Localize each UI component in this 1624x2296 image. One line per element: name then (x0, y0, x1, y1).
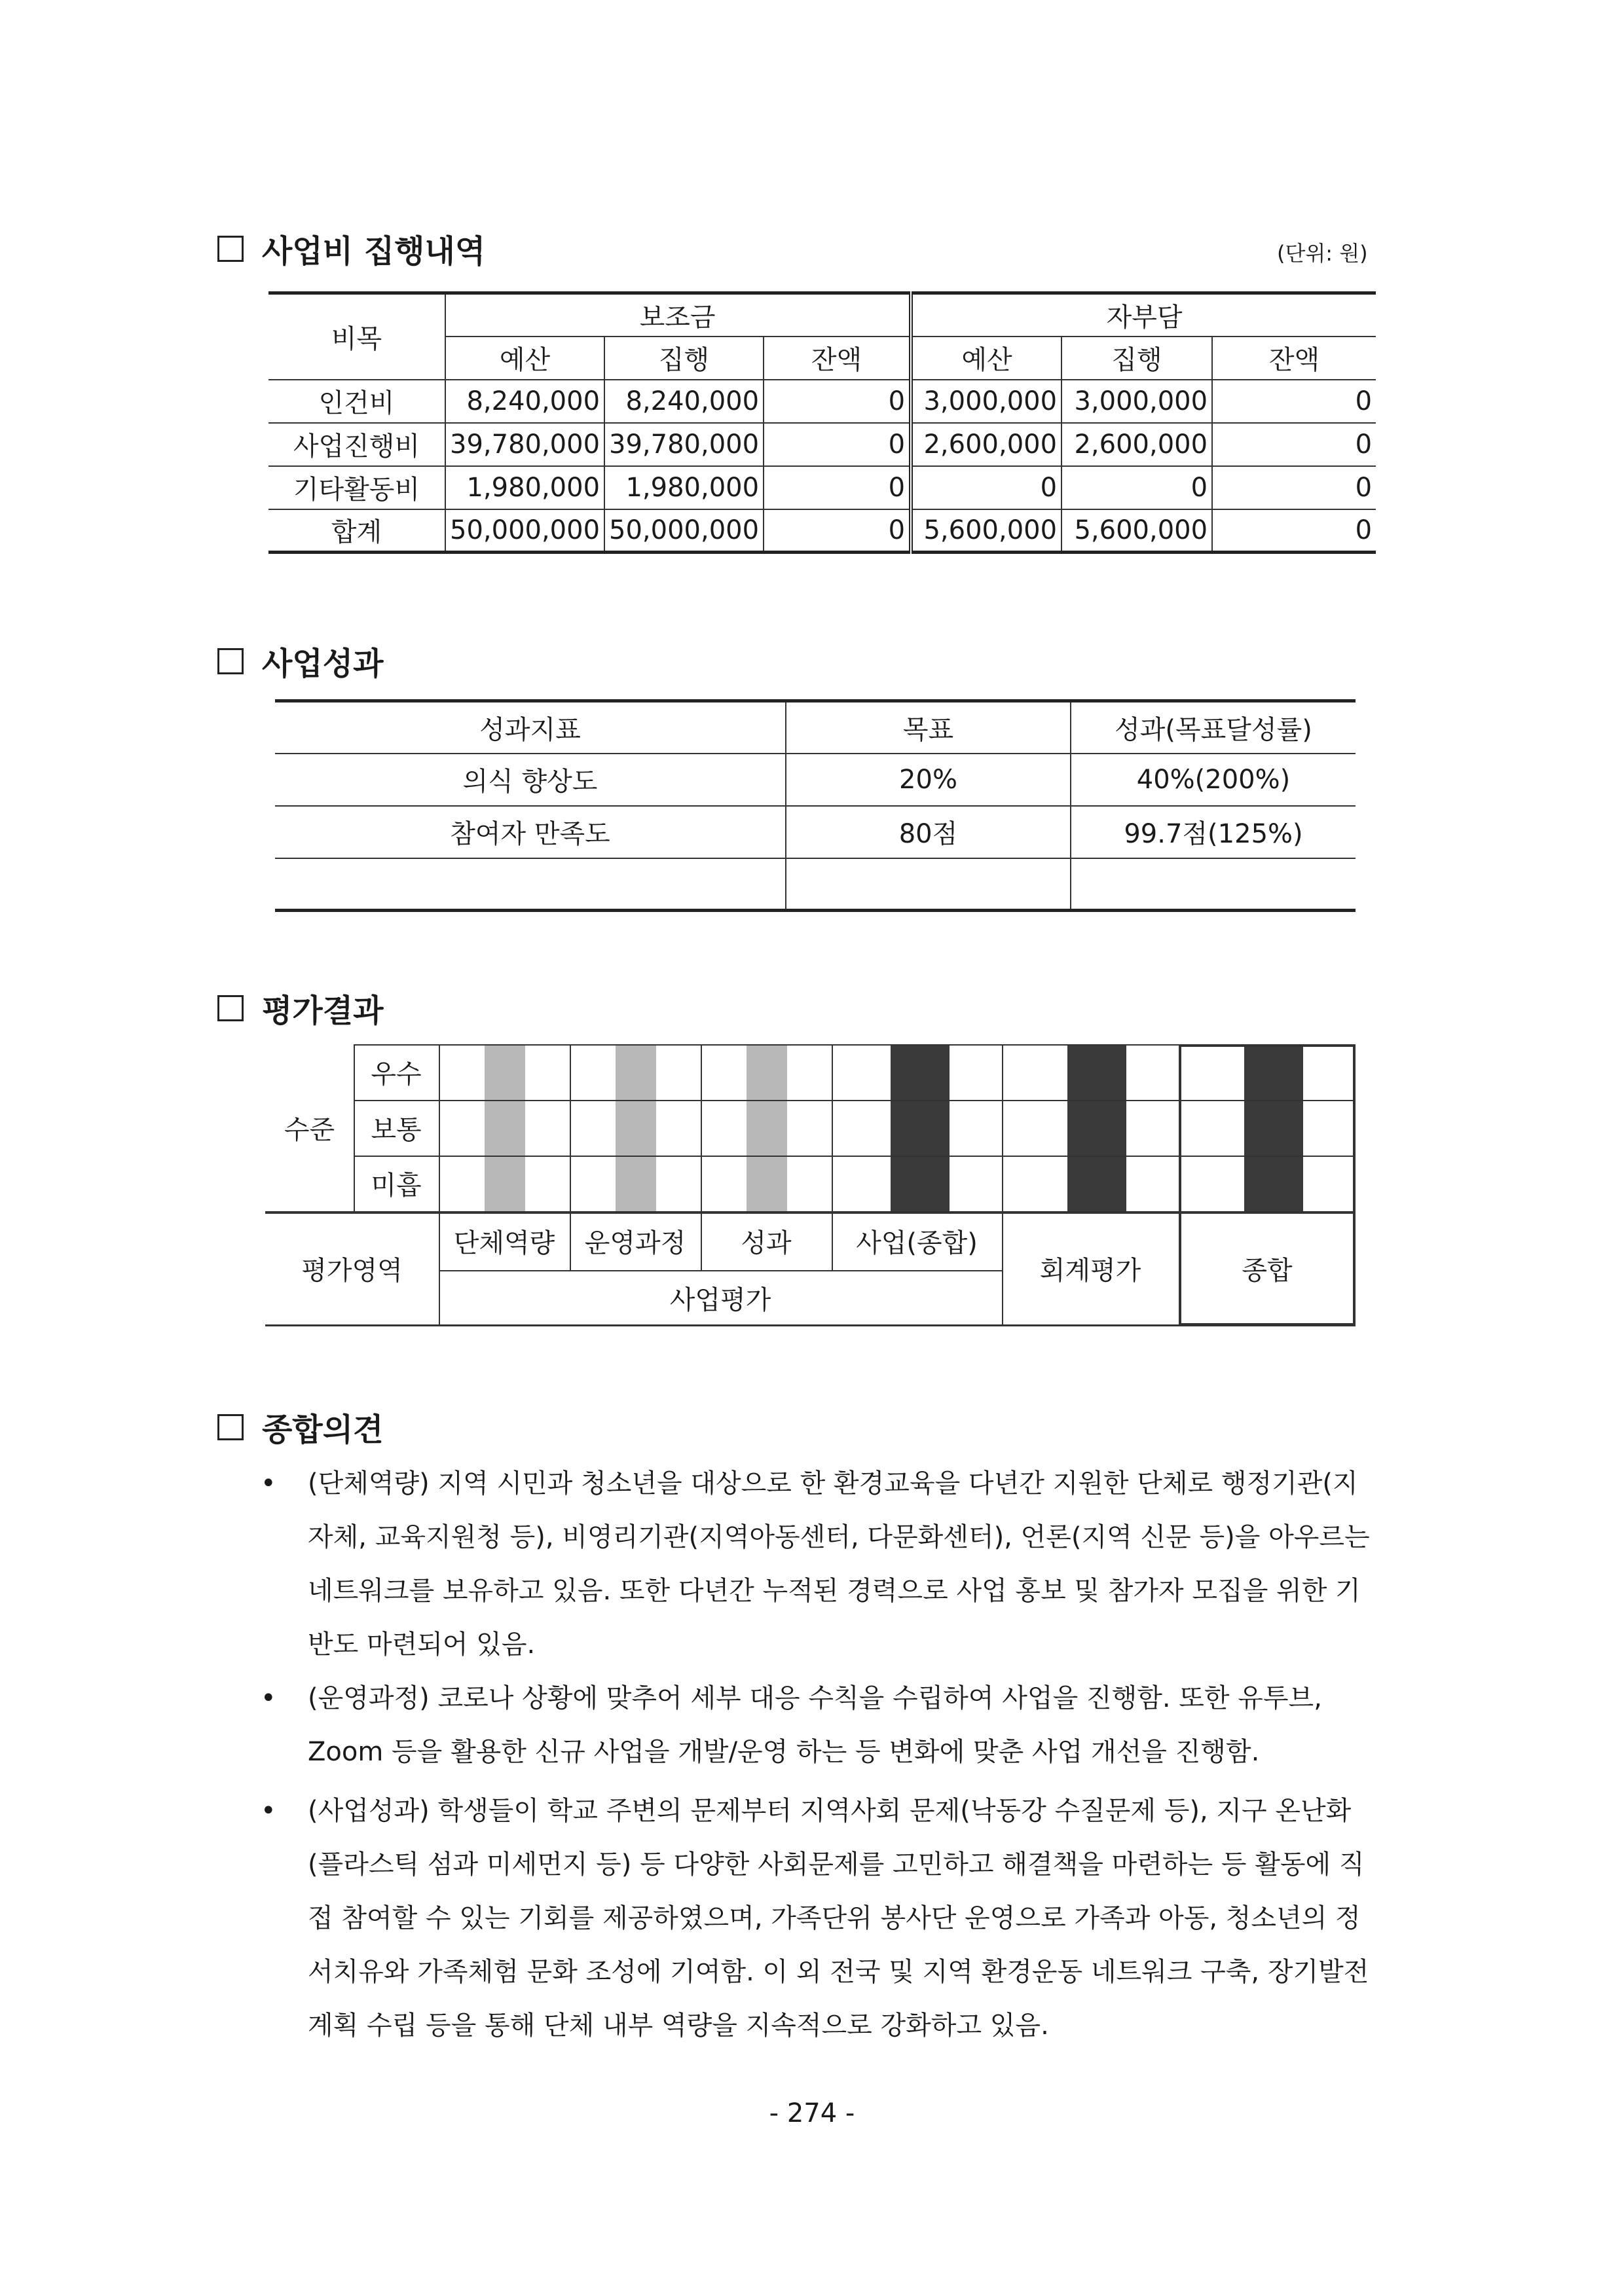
row-item: 합계 (268, 509, 445, 553)
cell: 8,240,000 (445, 380, 604, 423)
header-indicator: 성과지표 (275, 701, 786, 754)
area-outcome: 성과 (741, 1228, 792, 1258)
bar-accounting (1067, 1044, 1126, 1211)
opinion-text: (운영과정) 코로나 상황에 맞추어 세부 대응 수칙을 수립하여 사업을 진행함. 또한 유투브, Zoom 등을 활용한 신규 사업을 개발/운영 하는 등 변화에 맞춘 사업 개선을 진행함. (308, 1683, 1322, 1767)
opinion-text: (사업성과) 학생들이 학교 주변의 문제부터 지역사회 문제(낙동강 수질문제 등), 지구 온난화(플라스틱 섬과 미세먼지 등) 등 다양한 사회문제를 고민하고 해결책을 마련하는 등 활동에 직접 참여할 수 있는 기회를 제공하였으며, 가족단위 봉사단 운영으로 가족과 아동, 청소년의 정서치유와 가족체험 문화 조성에 기여함. 이 외 전국 및 지역 환경운동 네트워크 구축, 장기발전계획 수립 등을 통해 단체 내부 역량을 지속적으로 강화하고 있음. (308, 1796, 1369, 2041)
cell: 2,600,000 (1061, 423, 1212, 466)
list-item (261, 1457, 1382, 1671)
list-item (261, 1784, 1382, 2052)
cell: 0 (1212, 509, 1376, 553)
cell (275, 858, 786, 911)
header-item: 비목 (268, 293, 445, 380)
header-executed: 집행 (604, 337, 764, 380)
cell: 39,780,000 (604, 423, 764, 466)
evaluation-grid (265, 1044, 1356, 1326)
opinion-section-title (217, 1404, 383, 1449)
checkbox-icon (217, 648, 244, 674)
checkbox-icon (217, 236, 244, 262)
table-row (268, 509, 1376, 553)
cell (1071, 858, 1356, 911)
header-executed: 집행 (1061, 337, 1212, 380)
budget-title: 사업비 집행내역 (262, 233, 486, 270)
cell: 5,600,000 (911, 509, 1061, 553)
header-result: 성과(목표달성률) (1071, 701, 1356, 754)
cell: 1,980,000 (604, 466, 764, 509)
table-row (268, 466, 1376, 509)
header-subsidy: 보조금 (445, 293, 911, 337)
cell: 0 (764, 423, 911, 466)
bullet-icon: • (261, 1796, 276, 1826)
header-balance: 잔액 (1212, 337, 1376, 380)
bar-overall (1244, 1044, 1303, 1211)
cell: 50,000,000 (445, 509, 604, 553)
cell: 0 (764, 380, 911, 423)
opinion-list (261, 1457, 1382, 2052)
bullet-icon: • (261, 1468, 276, 1499)
table-row (268, 380, 1376, 423)
cell: 0 (1061, 466, 1212, 509)
table-row (268, 423, 1376, 466)
performance-title: 사업성과 (262, 646, 384, 682)
area-accounting: 회계평가 (1039, 1256, 1141, 1286)
performance-table (275, 699, 1356, 912)
budget-section-title (217, 226, 485, 271)
bar-business-total (891, 1044, 950, 1211)
cell: 0 (911, 466, 1061, 509)
list-item (261, 1671, 1382, 1779)
cell: 참여자 만족도 (275, 806, 786, 858)
cell: 99.7점(125%) (1071, 806, 1356, 858)
cell: 의식 향상도 (275, 754, 786, 806)
header-target: 목표 (786, 701, 1071, 754)
header-budget: 예산 (911, 337, 1061, 380)
table-row (275, 858, 1356, 911)
cell: 2,600,000 (911, 423, 1061, 466)
cell: 20% (786, 754, 1071, 806)
bar-operation (616, 1044, 656, 1211)
business-eval-label: 사업평가 (669, 1285, 771, 1315)
cell: 39,780,000 (445, 423, 604, 466)
area-label: 평가영역 (301, 1256, 403, 1286)
area-overall: 종합 (1242, 1256, 1293, 1286)
area-team-capacity: 단체역량 (453, 1228, 555, 1258)
row-item: 기타활동비 (268, 466, 445, 509)
cell: 0 (764, 466, 911, 509)
bar-team-capacity (485, 1044, 525, 1211)
evaluation-section-title (217, 985, 383, 1030)
budget-table (268, 291, 1376, 554)
evaluation-title: 평가결과 (262, 993, 384, 1029)
header-balance: 잔액 (764, 337, 911, 380)
table-row (275, 806, 1356, 858)
area-business-total: 사업(종합) (856, 1228, 978, 1258)
header-self: 자부담 (911, 293, 1376, 337)
cell: 0 (1212, 466, 1376, 509)
cell: 3,000,000 (1061, 380, 1212, 423)
checkbox-icon (217, 995, 244, 1021)
level-average: 보통 (371, 1115, 422, 1145)
cell: 5,600,000 (1061, 509, 1212, 553)
cell: 40%(200%) (1071, 754, 1356, 806)
level-poor: 미흡 (371, 1171, 422, 1201)
level-label: 수준 (284, 1115, 335, 1145)
opinion-text: (단체역량) 지역 시민과 청소년을 대상으로 한 환경교육을 다년간 지원한 단체로 행정기관(지자체, 교육지원청 등), 비영리기관(지역아동센터, 다문화센터), 언론(지역 신문 등)을 아우르는 네트워크를 보유하고 있음. 또한 다년간 누적된 경력으로 사업 홍보 및 참가자 모집을 위한 기반도 마련되어 있음. (308, 1468, 1370, 1660)
cell: 0 (1212, 380, 1376, 423)
cell: 3,000,000 (911, 380, 1061, 423)
performance-section-title (217, 638, 383, 683)
budget-unit: (단위: 원) (1277, 241, 1368, 266)
bullet-icon: • (261, 1683, 276, 1713)
cell: 80점 (786, 806, 1071, 858)
cell: 8,240,000 (604, 380, 764, 423)
row-item: 사업진행비 (268, 423, 445, 466)
cell: 1,980,000 (445, 466, 604, 509)
header-budget: 예산 (445, 337, 604, 380)
area-operation: 운영과정 (584, 1228, 686, 1258)
row-item: 인건비 (268, 380, 445, 423)
opinion-title: 종합의견 (262, 1412, 384, 1448)
cell: 0 (764, 509, 911, 553)
cell: 50,000,000 (604, 509, 764, 553)
bar-outcome (747, 1044, 787, 1211)
cell (786, 858, 1071, 911)
checkbox-icon (217, 1414, 244, 1440)
level-excellent: 우수 (371, 1059, 422, 1089)
table-row (275, 754, 1356, 806)
page-number: - 274 - (769, 2098, 855, 2128)
cell: 0 (1212, 423, 1376, 466)
